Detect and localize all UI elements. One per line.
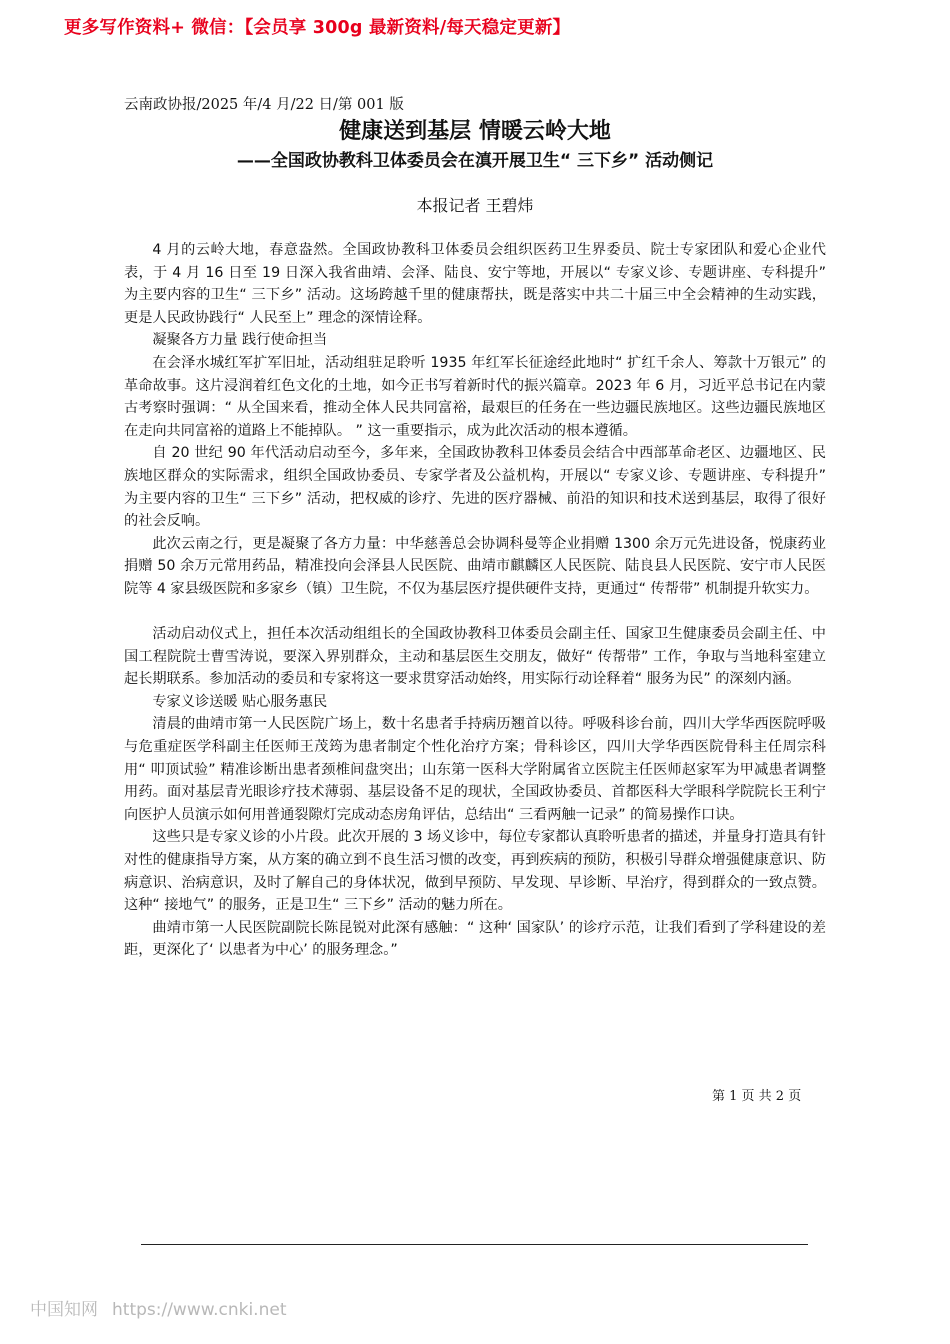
paragraph: 这些只是专家义诊的小片段。此次开展的 3 场义诊中，每位专家都认真聆听患者的描述，并量身打造具有针对性的健康指导方案，从方案的确立到不良生活习惯的改变，再到疾病的预防，积极引导群众增强健康意识、防病意识、治病意识，及时了解自己的身体状况，做到早预防、早发现、早诊断、早治疗，得到群众的一致点赞。这种“ 接地气” 的服务，正是卫生“ 三下乡” 活动的魅力所在。 [124, 829, 826, 914]
watermark-url: https://www.cnki.net [112, 1300, 287, 1320]
paragraph: 4 月的云岭大地，春意盎然。全国政协教科卫体委员会组织医药卫生界委员、院士专家团队和爱心企业代表，于 4 月 16 日至 19 日深入我省曲靖、会泽、陆良、安宁等地，开展以“ 专家义诊、专题讲座、专科提升” 为主要内容的卫生“ 三下乡” 活动。这场跨越千里的健康帮扶，既是落实中共二十届三中全会精神的生动实践，更是人民政协践行“ 人民至上” 理念的深情诠释。 [124, 242, 826, 326]
watermark-site-name: 中国知网 [30, 1300, 98, 1320]
paragraph: 活动启动仪式上，担任本次活动组组长的全国政协教科卫体委员会副主任、国家卫生健康委员会副主任、中国工程院院士曹雪涛说，要深入界别群众，主动和基层医生交朋友，做好“ 传帮带” 工作，争取与当地科室建立起长期联系。参加活动的委员和专家将这一要求贯穿活动始终，用实际行动诠释着“ 服务为民” 的深刻内涵。 [124, 626, 826, 688]
article-headline: 健康送到基层 情暖云岭大地 [339, 119, 611, 144]
publication-source: 云南政协报/2025 年/4 月/22 日/第 001 版 [124, 97, 404, 113]
section-heading: 凝聚各方力量 践行使命担当 [152, 332, 328, 349]
article-body [124, 239, 826, 962]
promo-banner: 更多写作资料+ 微信：【会员享 300g 最新资料/每天稳定更新】 [64, 18, 571, 38]
article-byline: 本报记者 王碧炜 [416, 196, 534, 215]
paragraph: 曲靖市第一人民医院副院长陈昆锐对此深有感触：“ 这种‘ 国家队’ 的诊疗示范，让我们看到了学科建设的差距，更深化了‘ 以患者为中心’ 的服务理念。” [124, 919, 826, 959]
footer-divider [141, 1244, 808, 1245]
paragraph: 清晨的曲靖市第一人民医院广场上，数十名患者手持病历翘首以待。呼吸科诊台前，四川大学华西医院呼吸与危重症医学科副主任医师王茂筠为患者制定个性化治疗方案；骨科诊区，四川大学华西医院骨科主任周宗科用“ 叩顶试验” 精准诊断出患者颈椎间盘突出；山东第一医科大学附属省立医院主任医师赵家军为甲减患者调整用药。面对基层青光眼诊疗技术薄弱、基层设备不足的现状，全国政协委员、首都医科大学眼科学院院长王利宁向医护人员演示如何用普通裂隙灯完成动态房角评估，总结出“ 三看两触一记录” 的简易操作口诀。 [124, 716, 826, 823]
article-subheadline: ——全国政协教科卫体委员会在滇开展卫生“ 三下乡” 活动侧记 [236, 151, 714, 171]
cnki-watermark [30, 1295, 300, 1320]
paragraph: 此次云南之行，更是凝聚了各方力量：中华慈善总会协调科曼等企业捐赠 1300 余万元先进设备，悦康药业捐赠 50 余万元常用药品，精准投向会泽县人民医院、曲靖市麒麟区人民医院、陆良县人民医院、安宁市人民医院等 4 家县级医院和多家乡（镇）卫生院，不仅为基层医疗提供硬件支持，更通过“ 传帮带” 机制提升软实力。 [124, 535, 826, 597]
paragraph-spacer [124, 601, 826, 624]
paragraph: 在会泽水城红军扩军旧址，活动组驻足聆听 1935 年红军长征途经此地时“ 扩红千余人、筹款十万银元” 的革命故事。这片浸润着红色文化的土地，如今正书写着新时代的振兴篇章。2023 年 6 月，习近平总书记在内蒙古考察时强调：“ 从全国来看，推动全体人民共同富裕，最艰巨的任务在一些边疆民族地区。这些边疆民族地区在走向共同富裕的道路上不能掉队。 ” 这一重要指示，成为此次活动的根本遵循。 [124, 354, 826, 439]
page-indicator: 第 1 页 共 2 页 [712, 1089, 802, 1104]
section-heading: 专家义诊送暖 贴心服务惠民 [152, 693, 328, 710]
paragraph: 自 20 世纪 90 年代活动启动至今，多年来，全国政协教科卫体委员会结合中西部革命老区、边疆地区、民族地区群众的实际需求，组织全国政协委员、专家学者及公益机构，开展以“ 专家义诊、专题讲座、专科提升” 为主要内容的卫生“ 三下乡” 活动，把权威的诊疗、先进的医疗器械、前沿的知识和技术送到基层，取得了很好的社会反响。 [124, 445, 826, 530]
